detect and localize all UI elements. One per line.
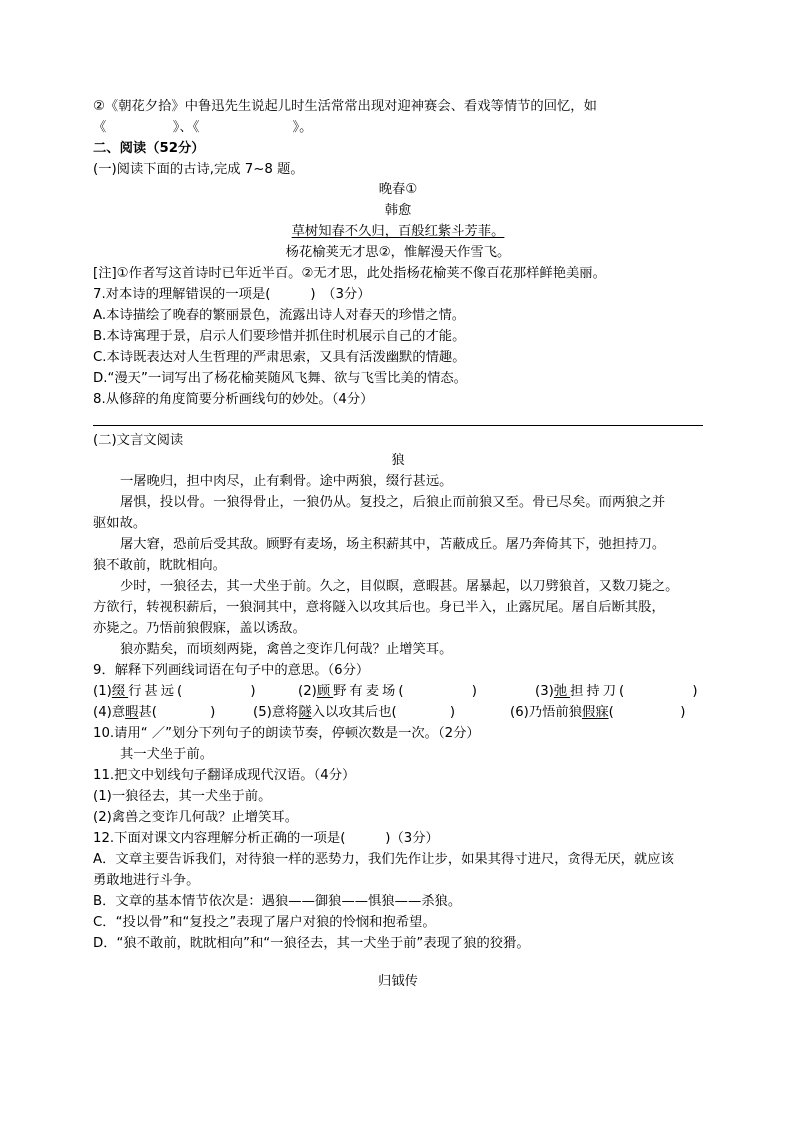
essay-paragraph-3-line2: 狼不敢前，眈眈相向。 xyxy=(93,558,226,573)
question-12-option-a-line2: 勇敢地进行斗争。 xyxy=(93,873,200,888)
question-7: 7.对本诗的理解错误的一项是( ) （3分） xyxy=(93,287,371,302)
poem-line-2: 杨花榆荚无才思②，惟解漫天作雪飞。 xyxy=(285,245,511,260)
question-11: 11.把文中划线句子翻译成现代汉语。（4分） xyxy=(93,768,356,783)
question-7-option-a: A.本诗描绘了晚春的繁丽景色，流露出诗人对春天的珍惜之情。 xyxy=(93,308,466,323)
question-12: 12.下面对课文内容理解分析正确的一项是( )（3分） xyxy=(93,831,439,846)
question-7-option-b: B.本诗寓理于景，启示人们要珍惜并抓住时机展示自己的才能。 xyxy=(93,329,466,344)
essay-title: 狼 xyxy=(391,453,405,468)
essay-paragraph-4-line3: 亦毙之。乃悟前狼假寐，盖以诱敌。 xyxy=(93,621,306,636)
poem-line-1-text: 草树知春不久归，百般红紫斗芳菲。 xyxy=(291,224,505,239)
q9-item-3-rest: 担持刀( ) xyxy=(570,684,701,699)
q9-item-2 xyxy=(298,682,480,702)
q9-item-1 xyxy=(93,682,259,702)
question-12-option-a-line1: A．文章主要告诉我们，对待狼一样的恶势力，我们先作让步，如果其得寸进尺，贪得无厌，就应该 xyxy=(93,852,674,867)
q9-item-5 xyxy=(253,703,455,723)
q9-item-6 xyxy=(510,703,686,723)
question-12-option-b: B．文章的基本情节依次是：遇狼——御狼——惧狼——杀狼。 xyxy=(93,894,462,909)
poem-author: 韩愈 xyxy=(384,203,412,218)
q9-item-2-word: 顾 xyxy=(316,684,334,699)
question-7-option-c: C.本诗既表达对人生哲理的严肃思索，又具有活泼幽默的情趣。 xyxy=(93,350,466,365)
q9-item-4-word: 暇 xyxy=(125,705,139,720)
question-11-item-2: (2)禽兽之变诈几何哉？止增笑耳。 xyxy=(93,810,298,825)
question-10-sentence: 其一犬坐于前。 xyxy=(120,747,214,762)
q9-item-1-word: 缀 xyxy=(111,684,129,699)
essay-paragraph-5: 狼亦黠矣，而顷刻两毙，禽兽之变诈几何哉？止增笑耳。 xyxy=(120,642,453,657)
question-10: 10.请用“ ／”划分下列句子的朗读节奏，停顿次数是一次。（2分） xyxy=(93,726,480,741)
q9-item-4-rest: 甚( ) xyxy=(138,705,216,720)
question-12-option-d: D．“狼不敢前，眈眈相向”和“一狼径去，其一犬坐于前”表现了狼的狡猾。 xyxy=(93,936,530,951)
poem-line-1 xyxy=(93,222,703,242)
question-11-item-1: (1)一狼径去，其一犬坐于前。 xyxy=(93,789,272,804)
q9-item-2-rest: 野有麦场( ) xyxy=(333,684,480,699)
q9-item-5-word: 隧 xyxy=(298,705,312,720)
essay-paragraph-3-line1: 屠大窘，恐前后受其敌。顾野有麦场，场主积薪其中，苫蔽成丘。屠乃奔倚其下，弛担持刀。 xyxy=(120,537,666,552)
poem-note: [注]①作者写这首诗时已年近半百。②无才思，此处指杨花榆荚不像百花那样鲜艳美丽。 xyxy=(93,266,606,281)
q9-item-3-word: 弛 xyxy=(553,684,571,699)
essay-paragraph-2-line2: 驱如故。 xyxy=(93,516,147,531)
question-12-option-c: C．“投以骨”和“复投之”表现了屠户对狼的怜悯和抱希望。 xyxy=(93,915,436,930)
essay-paragraph-1: 一屠晚归，担中肉尽，止有剩骨。途中两狼，缀行甚远。 xyxy=(120,474,453,489)
classical-reading-heading: (二)文言文阅读 xyxy=(93,433,184,448)
section-title: 二、阅读（52分） xyxy=(93,141,205,156)
next-passage-title: 归钺传 xyxy=(378,974,418,989)
q9-item-6-rest: ( ) xyxy=(608,705,686,720)
q9-item-6-word: 假寐 xyxy=(582,705,609,720)
q9-item-3 xyxy=(535,682,701,702)
q9-item-5-rest: 入以攻其后也( ) xyxy=(311,705,456,720)
q9-item-2-prefix: (2) xyxy=(298,684,317,699)
q9-item-4-prefix: (4)意 xyxy=(93,705,126,720)
question-9: 9．解释下列画线词语在句子中的意思。（6分） xyxy=(93,663,370,678)
poem-title: 晚春① xyxy=(378,182,418,197)
question-intro-line1: ②《朝花夕拾》中鲁迅先生说起儿时生活常常出现对迎神赛会、看戏等情节的回忆，如 xyxy=(93,99,597,114)
question-8: 8.从修辞的角度简要分析画线句的妙处。（4分） xyxy=(93,392,374,407)
essay-paragraph-4-line2: 方欲行，转视积薪后，一狼洞其中，意将隧入以攻其后也。身已半入，止露尻尾。屠自后断其股， xyxy=(93,600,665,615)
q9-item-1-prefix: (1) xyxy=(93,684,112,699)
q9-item-4 xyxy=(93,703,215,723)
q9-item-1-rest: 行甚远( ) xyxy=(128,684,259,699)
q9-item-6-prefix: (6)乃悟前狼 xyxy=(510,705,583,720)
poem-instruction: (一)阅读下面的古诗,完成 7~8 题。 xyxy=(93,162,304,177)
essay-paragraph-4-line1: 少时，一狼径去，其一犬坐于前。久之，目似瞑，意暇甚。屠暴起，以刀劈狼首，又数刀毙之。 xyxy=(120,579,679,594)
answer-line xyxy=(93,425,703,426)
essay-paragraph-2-line1: 屠惧，投以骨。一狼得骨止，一狼仍从。复投之，后狼止而前狼又至。骨已尽矣。而两狼之并 xyxy=(120,495,666,510)
question-7-option-d: D.“漫天”一词写出了杨花榆荚随风飞舞、欲与飞雪比美的情态。 xyxy=(93,371,467,386)
q9-item-3-prefix: (3) xyxy=(535,684,554,699)
question-intro-line2: 《 》、《 》。 xyxy=(93,120,313,135)
q9-item-5-prefix: (5)意将 xyxy=(253,705,299,720)
